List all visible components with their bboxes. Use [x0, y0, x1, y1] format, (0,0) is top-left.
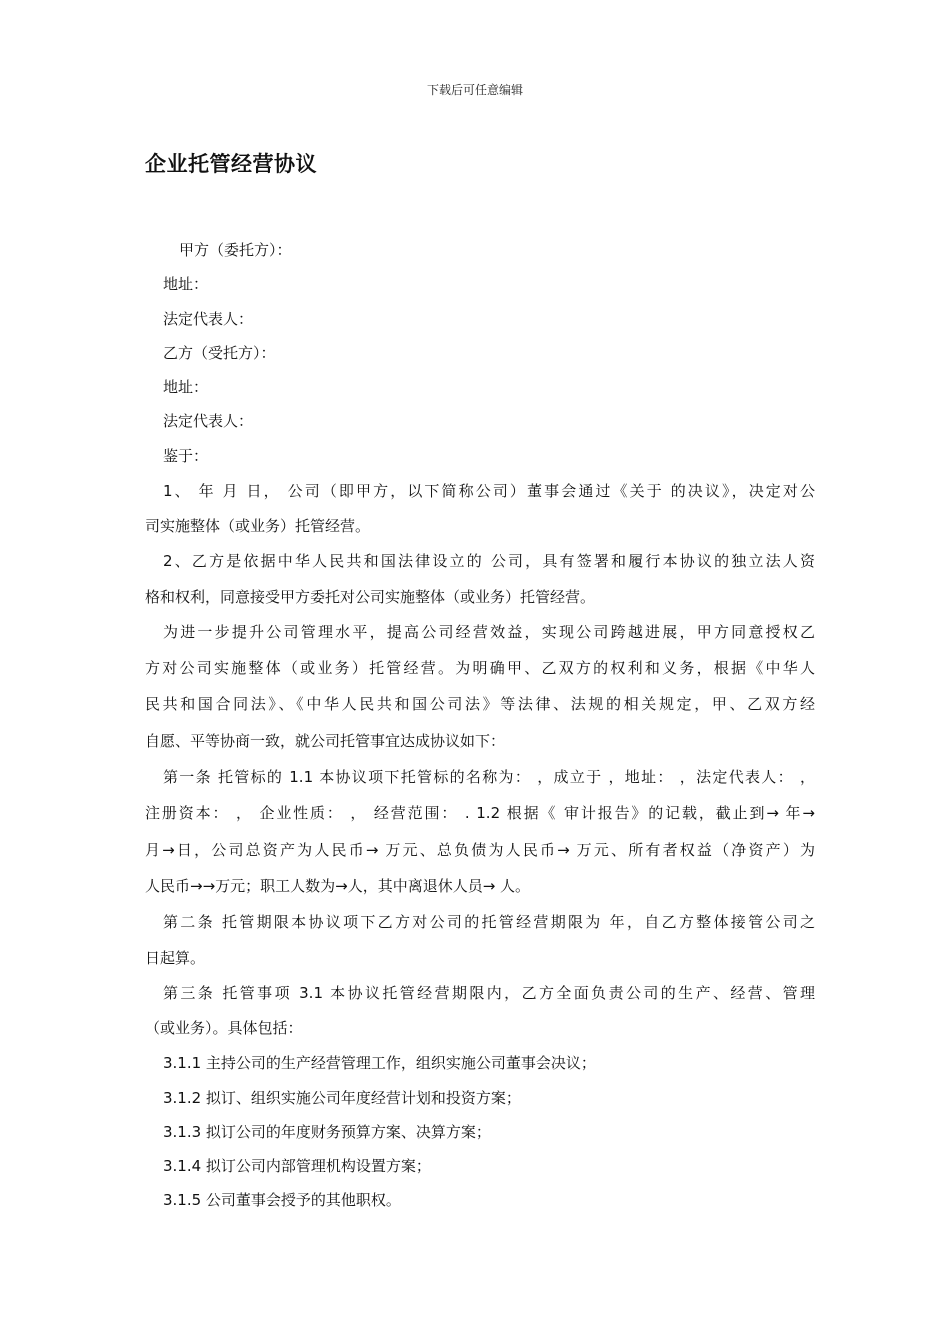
article-3-item: 3.1.2 拟订、组织实施公司年度经营计划和投资方案；	[163, 1089, 521, 1107]
party-a-address-line: 地址：	[163, 275, 209, 293]
party-a-representative-line: 法定代表人：	[163, 310, 254, 328]
paragraph-line: 为进一步提升公司管理水平，提高公司经营效益，实现公司跨越进展，甲方同意授权乙	[163, 623, 815, 641]
article-3-line: （或业务）。具体包括：	[145, 1019, 303, 1037]
paragraph-line: 格和权利，同意接受甲方委托对公司实施整体（或业务）托管经营。	[145, 588, 596, 606]
article-1-line: 人民币→→万元；职工人数为→人，其中离退休人员→ 人。	[145, 877, 531, 895]
paragraph-line: 1、 年 月 日， 公司（即甲方，以下简称公司）董事会通过《关于 的决议》，决定对公	[163, 482, 815, 500]
paragraph-line: 自愿、平等协商一致，就公司托管事宜达成协议如下：	[145, 732, 506, 750]
whereas-heading: 鉴于：	[163, 447, 209, 465]
article-3-item: 3.1.5 公司董事会授予的其他职权。	[163, 1191, 401, 1209]
article-1-line: 注册资本： ， 企业性质： ， 经营范围： . 1.2 根据《 审计报告》的记载，截止到→ 年→	[145, 804, 815, 822]
article-2-line: 第二条 托管期限本协议项下乙方对公司的托管经营期限为 年，自乙方整体接管公司之	[163, 913, 815, 931]
party-a-line: 甲方（委托方）：	[179, 241, 292, 259]
article-1-line: 第一条 托管标的 1.1 本协议项下托管标的名称为： ，成立于 ，地址： ，法定代表人： ，	[163, 768, 815, 786]
article-3-line: 第三条 托管事项 3.1 本协议托管经营期限内，乙方全面负责公司的生产、经营、管理	[163, 984, 815, 1002]
page-header-note: 下载后可任意编辑	[426, 83, 523, 97]
article-1-line: 月→日，公司总资产为人民币→ 万元、总负债为人民币→ 万元、所有者权益（净资产）为	[145, 841, 815, 859]
party-b-line: 乙方（受托方）：	[163, 344, 276, 362]
paragraph-line: 2、乙方是依据中华人民共和国法律设立的 公司，具有签署和履行本协议的独立法人资	[163, 552, 815, 570]
party-b-address-line: 地址：	[163, 378, 209, 396]
party-b-representative-line: 法定代表人：	[163, 412, 254, 430]
article-3-item: 3.1.1 主持公司的生产经营管理工作，组织实施公司董事会决议；	[163, 1054, 596, 1072]
article-3-item: 3.1.4 拟订公司内部管理机构设置方案；	[163, 1157, 431, 1175]
article-2-line: 日起算。	[145, 949, 206, 967]
paragraph-line: 民共和国合同法》、《中华人民共和国公司法》等法律、法规的相关规定，甲、乙双方经	[145, 695, 815, 713]
article-3-item: 3.1.3 拟订公司的年度财务预算方案、决算方案；	[163, 1123, 491, 1141]
paragraph-line: 方对公司实施整体（或业务）托管经营。为明确甲、乙双方的权利和义务，根据《中华人	[145, 659, 815, 677]
document-title: 企业托管经营协议	[145, 152, 317, 176]
paragraph-line: 司实施整体（或业务）托管经营。	[145, 517, 371, 535]
